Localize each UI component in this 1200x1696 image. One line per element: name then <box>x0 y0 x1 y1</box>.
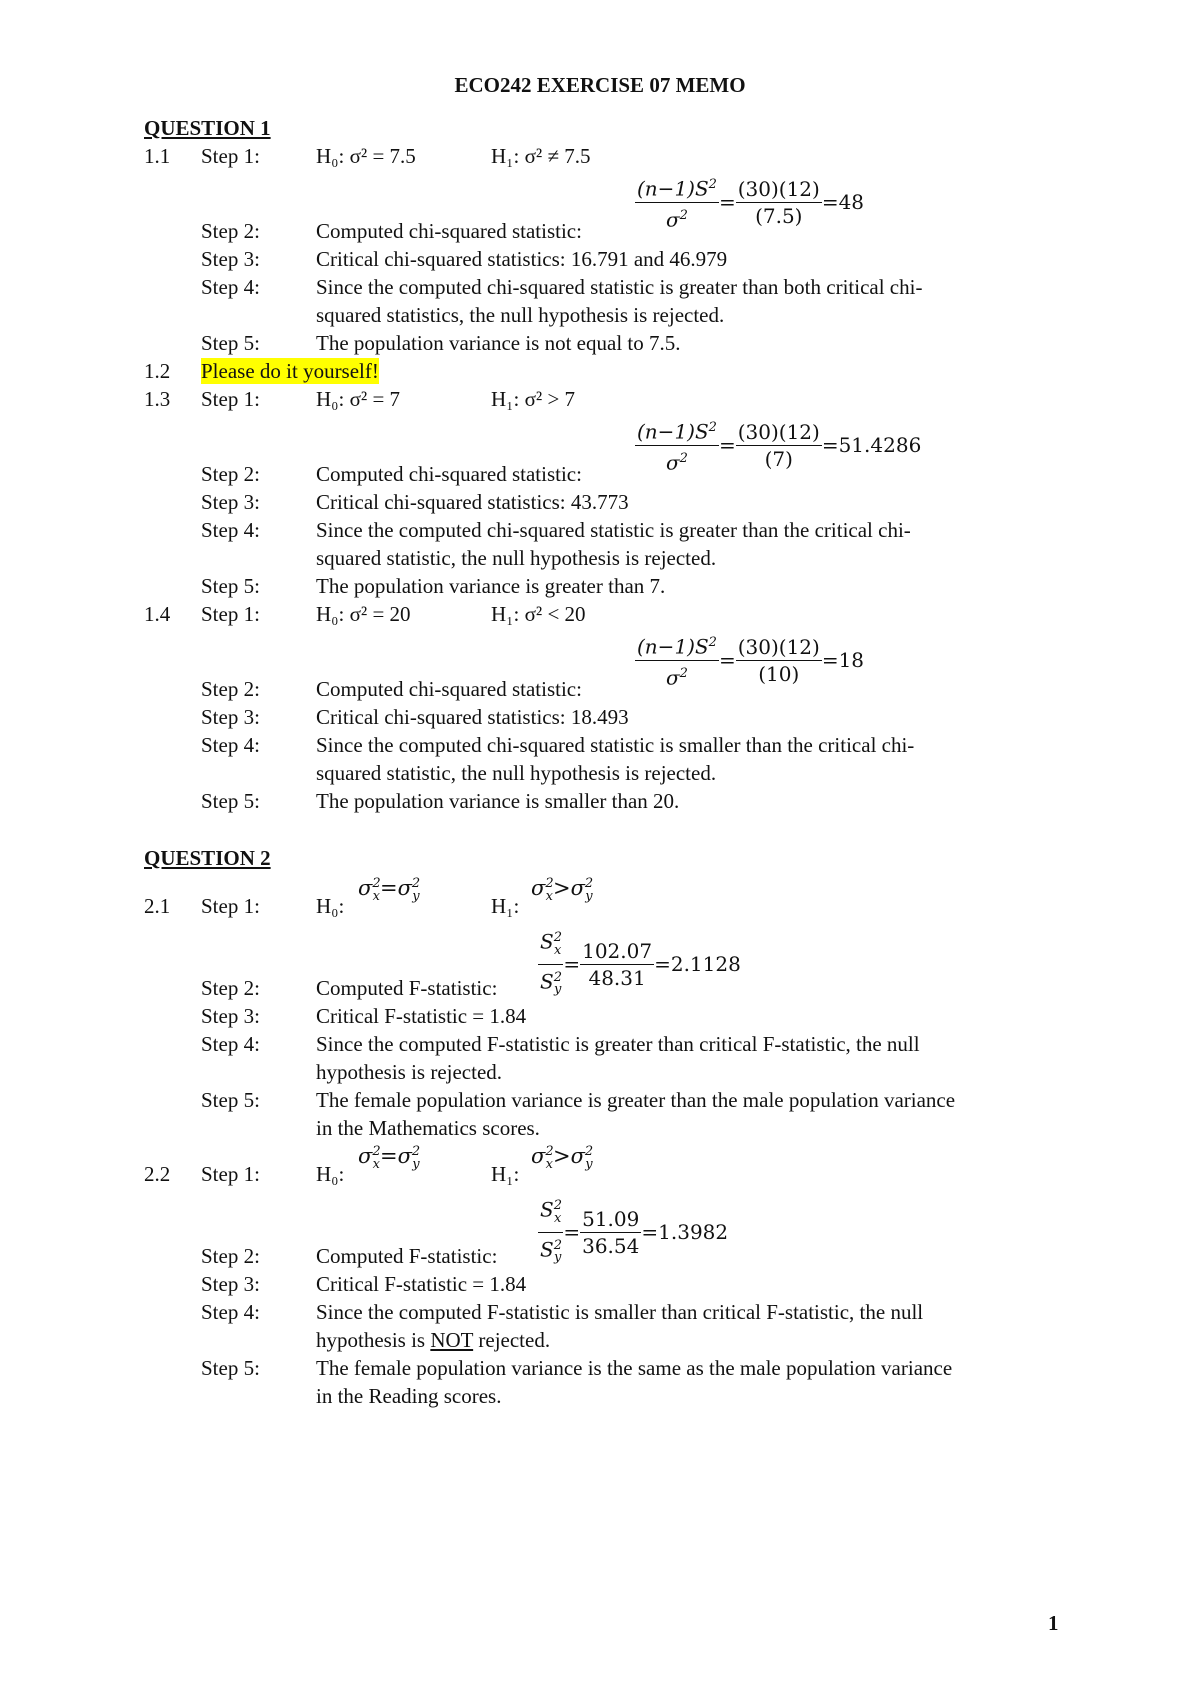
item-number: 2.2 <box>144 1162 171 1186</box>
step-text: Since the computed chi-squared statistic is greater than the critical chi- <box>316 518 911 542</box>
chi-squared-formula: $\frac{(n-1)S^2}{\sigma^2}$ = $\frac{(30)(12)}{(10)}$ =18 <box>635 630 864 690</box>
step-text: The population variance is smaller than 20. <box>316 789 680 813</box>
step-text: Since the computed F-statistic is smaller than critical F-statistic, the null <box>316 1300 924 1324</box>
step-label: Step 1: <box>201 894 260 918</box>
alt-hypothesis: H₁: σ² > 7 <box>491 387 576 411</box>
step-text: The female population variance is the same as the male population variance <box>316 1356 953 1380</box>
step-label: Step 1: <box>201 602 260 626</box>
step-label: Step 3: <box>201 705 260 729</box>
step-label: Step 4: <box>201 1032 260 1056</box>
step-text: Computed F-statistic: <box>316 1244 498 1268</box>
step-label: Step 2: <box>201 976 260 1000</box>
step-text: Computed F-statistic: <box>316 976 498 1000</box>
null-hypothesis-label: H₀: <box>316 1162 345 1186</box>
step-label: Step 4: <box>201 275 260 299</box>
step-label: Step 1: <box>201 1162 260 1186</box>
alt-hypothesis-formula: $\sigma^2_x>\sigma^2_y$ <box>531 876 594 905</box>
step-text: The female population variance is greater than the male population variance <box>316 1088 956 1112</box>
alt-hypothesis-label: H₁: <box>491 1162 520 1186</box>
step-text: squared statistics, the null hypothesis is rejected. <box>316 303 725 327</box>
step-text: Critical chi-squared statistics: 16.791 and 46.979 <box>316 247 728 271</box>
alt-hypothesis-label: H₁: <box>491 894 520 918</box>
step-label: Step 1: <box>201 144 260 168</box>
item-number: 1.1 <box>144 144 171 168</box>
page-number: 1 <box>1048 1611 1059 1635</box>
step-label: Step 5: <box>201 331 260 355</box>
step-label: Step 4: <box>201 518 260 542</box>
item-number: 1.4 <box>144 602 171 626</box>
step-text: Computed chi-squared statistic: <box>316 462 582 486</box>
step-text: Since the computed chi-squared statistic is smaller than the critical chi- <box>316 733 915 757</box>
step-text: Critical F-statistic = 1.84 <box>316 1004 527 1028</box>
step-text: Critical chi-squared statistics: 18.493 <box>316 705 629 729</box>
alt-hypothesis-formula: $\sigma^2_x>\sigma^2_y$ <box>531 1144 594 1173</box>
null-hypothesis-label: H₀: <box>316 894 345 918</box>
step-text: Since the computed F-statistic is greater than critical F-statistic, the null <box>316 1032 920 1056</box>
step-text: squared statistic, the null hypothesis is rejected. <box>316 761 717 785</box>
step-text: hypothesis is rejected. <box>316 1060 503 1084</box>
alt-hypothesis: H₁: σ² ≠ 7.5 <box>491 144 591 168</box>
step-label: Step 4: <box>201 733 260 757</box>
null-hypothesis: H₀: σ² = 7 <box>316 387 401 411</box>
item-number: 1.2 <box>144 359 171 383</box>
step-text: in the Mathematics scores. <box>316 1116 540 1140</box>
step-label: Step 5: <box>201 789 260 813</box>
step-text: Critical chi-squared statistics: 43.773 <box>316 490 629 514</box>
step-label: Step 2: <box>201 677 260 701</box>
step-text: The population variance is not equal to 7.5. <box>316 331 681 355</box>
step-label: Step 5: <box>201 1356 260 1380</box>
question-2-heading: QUESTION 2 <box>144 846 271 870</box>
emphasis-not: NOT <box>430 1328 474 1352</box>
step-label: Step 4: <box>201 1300 260 1324</box>
step-text-part: hypothesis is <box>316 1328 431 1352</box>
step-text: Computed chi-squared statistic: <box>316 677 582 701</box>
null-hypothesis: H₀: σ² = 20 <box>316 602 411 626</box>
null-hypothesis-formula: $\sigma^2_x=\sigma^2_y$ <box>358 1144 421 1173</box>
step-label: Step 2: <box>201 462 260 486</box>
step-label: Step 3: <box>201 247 260 271</box>
chi-squared-formula: $\frac{(n-1)S^2}{\sigma^2}$ = $\frac{(30)(12)}{(7.5)}$ =48 <box>635 172 864 232</box>
step-label: Step 5: <box>201 1088 260 1112</box>
step-text-part: rejected. <box>473 1328 551 1352</box>
step-text: squared statistic, the null hypothesis is rejected. <box>316 546 717 570</box>
step-label: Step 3: <box>201 490 260 514</box>
chi-squared-formula: $\frac{(n-1)S^2}{\sigma^2}$ = $\frac{(30)(12)}{(7)}$ =51.4286 <box>635 415 921 475</box>
step-text: Computed chi-squared statistic: <box>316 219 582 243</box>
f-statistic-formula: $\frac{S^2_x}{S^2_y}$ = $\frac{51.09}{36.54}$ =1.3982 <box>538 1193 728 1271</box>
step-label: Step 2: <box>201 219 260 243</box>
step-text: The population variance is greater than 7. <box>316 574 666 598</box>
page-title: ECO242 EXERCISE 07 MEMO <box>454 73 746 97</box>
step-label: Step 5: <box>201 574 260 598</box>
item-number: 1.3 <box>144 387 171 411</box>
step-label: Step 3: <box>201 1272 260 1296</box>
step-label: Step 3: <box>201 1004 260 1028</box>
f-statistic-formula: $\frac{S^2_x}{S^2_y}$ = $\frac{102.07}{48.31}$ =2.1128 <box>538 925 741 1003</box>
question-1-heading: QUESTION 1 <box>144 116 271 140</box>
step-text: Since the computed chi-squared statistic is greater than both critical chi- <box>316 275 923 299</box>
null-hypothesis-formula: $\sigma^2_x=\sigma^2_y$ <box>358 876 421 905</box>
step-text: Critical F-statistic = 1.84 <box>316 1272 527 1296</box>
alt-hypothesis: H₁: σ² < 20 <box>491 602 586 626</box>
item-number: 2.1 <box>144 894 171 918</box>
step-label: Step 1: <box>201 387 260 411</box>
step-text: in the Reading scores. <box>316 1384 502 1408</box>
step-label: Step 2: <box>201 1244 260 1268</box>
highlighted-note: Please do it yourself! <box>201 359 379 383</box>
null-hypothesis: H₀: σ² = 7.5 <box>316 144 416 168</box>
step-text <box>316 1327 550 1353</box>
